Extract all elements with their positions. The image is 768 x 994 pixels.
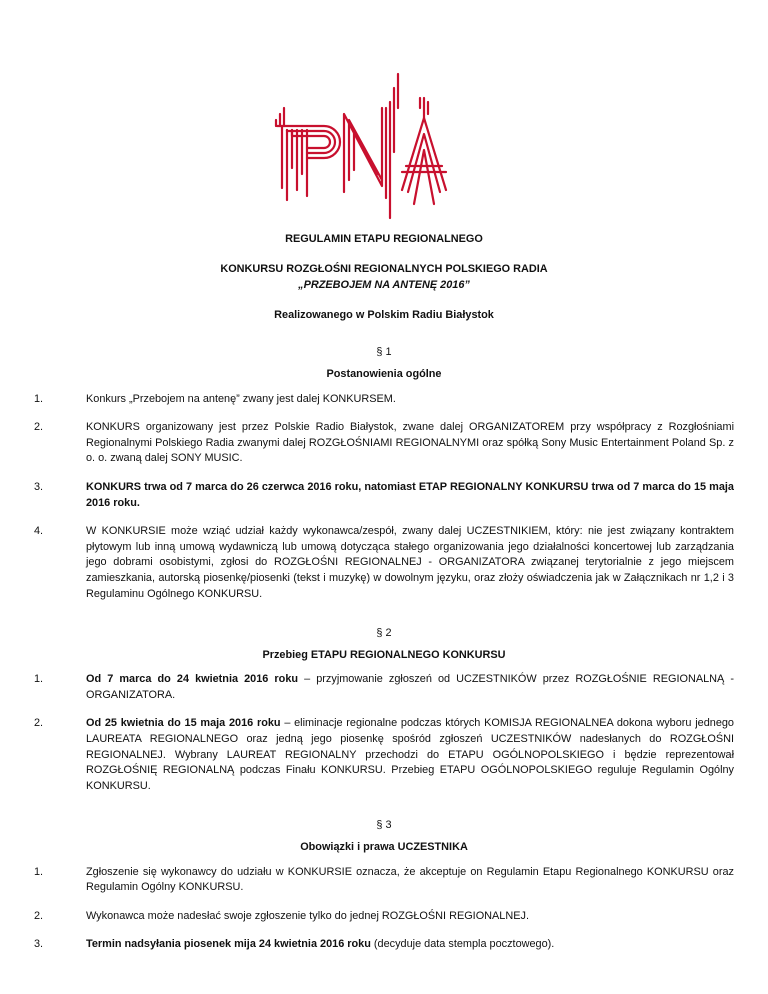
item-text: Zgłoszenie się wykonawcy do udziału w KONKURSIE oznacza, że akceptuje on Regulamin Etapu Regionalnego KONKURSU oraz Regulamin Ogólny KONKURSU. (86, 865, 734, 894)
item-number: 4. (34, 525, 44, 538)
item-number: 3. (34, 480, 44, 493)
item-text (86, 672, 734, 703)
item-text (86, 937, 734, 953)
item-number: 3. (34, 938, 44, 951)
list-item (34, 865, 734, 896)
section-1-list (34, 392, 734, 603)
item-rest-text: – eliminacje regionalne podczas których KOMISJA REGIONALNEA dokona wyboru jednego LAUREATA REGIONALNEGO oraz jedną jego piosenkę spośród zgłoszeń UCZESTNIKÓW nadesłanych do ROZGŁOŚNI REGIONALNEJ. Wybrany LAUREAT REGIONALNY przechodzi do ETAPU OGÓLNOPOLSKIEGO i będzie reprezentował ROZGŁOŚNIĘ REGIONALNĄ podczas Finału KONKURSU. Przebieg ETAPU OGÓLNOPOLSKIEGO reguluje Regulamin Ogólny KONKURSU. (86, 717, 734, 792)
section-mark-2: § 2 (376, 627, 392, 640)
list-item (34, 524, 734, 602)
regulation-text (34, 232, 734, 966)
item-number: 1. (34, 865, 44, 878)
section-3-list (34, 865, 734, 953)
contest-name: „PRZEBOJEM NA ANTENĘ 2016” (298, 279, 470, 292)
item-number: 2. (34, 909, 44, 922)
list-item (34, 672, 734, 703)
section-2-list (34, 672, 734, 794)
item-bold-text: Termin nadsyłania piosenek mija 24 kwietnia 2016 roku (86, 938, 371, 951)
list-item (34, 420, 734, 467)
section-mark-1: § 1 (376, 346, 392, 359)
item-text: Konkurs „Przebojem na antenę” zwany jest dalej KONKURSEM. (86, 392, 396, 405)
item-rest-text: – przyjmowanie zgłoszeń od UCZESTNIKÓW przez ROZGŁOŚNIE REGIONALNĄ - ORGANIZATORA. (86, 673, 734, 701)
item-number: 1. (34, 673, 44, 686)
item-bold-text: Od 7 marca do 24 kwietnia 2016 roku (86, 673, 299, 686)
doc-title: REGULAMIN ETAPU REGIONALNEGO (285, 233, 483, 245)
item-number: 2. (34, 421, 44, 434)
item-number: 2. (34, 717, 44, 730)
pna-logo (274, 68, 450, 228)
section-mark-3: § 3 (376, 819, 392, 832)
item-bold-text: Od 25 kwietnia do 15 maja 2016 roku (86, 717, 281, 730)
section-title-1: Postanowienia ogólne (326, 367, 442, 380)
list-item (34, 716, 734, 794)
item-text (86, 716, 734, 794)
item-text: KONKURS trwa od 7 marca do 26 czerwca 2016 roku, natomiast ETAP REGIONALNY KONKURSU trwa od 7 marca do 15 maja 2016 roku. (86, 480, 734, 509)
list-item (34, 392, 734, 408)
section-title-3: Obowiązki i prawa UCZESTNIKA (300, 841, 468, 854)
item-text: KONKURS organizowany jest przez Polskie Radio Białystok, zwane dalej ORGANIZATOREM przy współpracy z Rozgłośniami Regionalnymi Polskiego Radia zwanymi dalej ROZGŁOŚNIAMI REGIONALNYMI oraz spółką Sony Music Entertainment Poland Sp. z o. o. zwaną dalej SONY MUSIC. (86, 421, 734, 465)
pna-logo-icon (274, 68, 450, 228)
item-number: 1. (34, 392, 44, 405)
list-item (34, 909, 734, 925)
organizer-line: Realizowanego w Polskim Radiu Białystok (274, 308, 494, 321)
list-item (34, 937, 734, 953)
item-rest-text: (decyduje data stempla pocztowego). (370, 938, 555, 951)
list-item (34, 480, 734, 511)
section-title-2: Przebieg ETAPU REGIONALNEGO KONKURSU (262, 648, 506, 661)
contest-title: KONKURSU ROZGŁOŚNI REGIONALNYCH POLSKIEGO RADIA (220, 262, 548, 275)
item-text: Wykonawca może nadesłać swoje zgłoszenie tylko do jednej ROZGŁOŚNI REGIONALNEJ. (86, 909, 529, 922)
item-text: W KONKURSIE może wziąć udział każdy wykonawca/zespół, zwany dalej UCZESTNIKIEM, który: nie jest związany kontraktem płytowym lub inną umową wydawniczą lub umową dotycząca stałego organizowania jego działalności koncertowej lub zarządzania jego dobrami osobistymi, zgłosi do ROZGŁOŚNI REGIONALNEJ - ORGANIZATORA związanej terytorialnie z jego miejscem zamieszkania, autorską piosenkę/piosenki (tekst i muzykę) w dowolnym języku, oraz złoży oświadczenia jak w Załącznikach nr 1,2 i 3 Regulaminu Ogólnego KONKURSU. (86, 525, 734, 600)
